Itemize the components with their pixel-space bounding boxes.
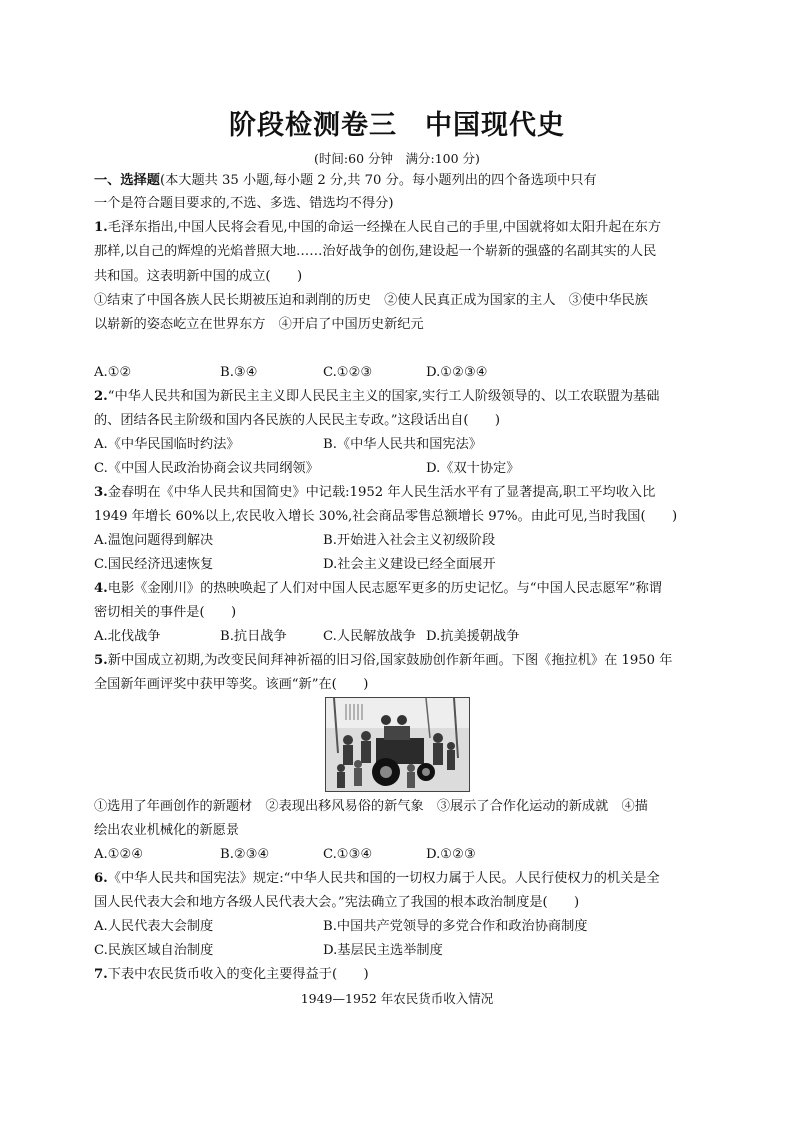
question-number: 4.: [94, 581, 108, 596]
section-intro-line2: 一个是符合题目要求的,不选、多选、错选均不得分): [94, 196, 394, 211]
section-intro: [94, 172, 597, 190]
question-1-line: [94, 219, 661, 237]
question-number: 1.: [94, 220, 108, 235]
question-2-line: [94, 388, 659, 406]
option-a: A.人民代表大会制度: [94, 919, 214, 934]
option-d: D.社会主义建设已经全面展开: [323, 557, 496, 572]
option-c: C.国民经济迅速恢复: [94, 557, 214, 572]
question-statements: ①选用了年画创作的新题材 ②表现出移风易俗的新气象 ③展示了合作化运动的新成就 ④描: [94, 799, 648, 814]
section-intro-text: (本大题共 35 小题,每小题 2 分,共 70 分。每小题列出的四个备选项中只有: [159, 173, 597, 188]
page-title: 阶段检测卷三 中国现代史: [229, 110, 565, 141]
option-b: B.《中华人民共和国宪法》: [323, 437, 482, 452]
option-c: C.民族区域自治制度: [94, 943, 214, 958]
option-d: D.①②③④: [426, 365, 488, 380]
question-number: 5.: [94, 653, 108, 668]
table-caption: 1949—1952 年农民货币收入情况: [300, 991, 494, 1006]
tractor-painting-image: [325, 697, 470, 792]
question-number: 6.: [94, 871, 108, 886]
question-text: “中华人民共和国为新民主主义即人民民主主义的国家,实行工人阶级领导的、以工农联盟为基础: [107, 389, 660, 404]
option-a: A.《中华民国临时约法》: [94, 437, 240, 452]
question-number: 7.: [94, 967, 108, 982]
question-text: 1949 年增长 60%以上,农民收入增长 30%,社会商品零售总额增长 97%。由此可见,当时我国( ): [94, 509, 678, 524]
question-number: 3.: [94, 485, 108, 500]
exam-time-score: (时间:60 分钟 满分:100 分): [314, 151, 480, 166]
question-text: 的、团结各民主阶级和国内各民族的人民民主专政。”这段话出自( ): [94, 413, 501, 428]
option-b: B.③④: [220, 365, 258, 380]
option-c: C.①②③: [323, 365, 373, 380]
option-b: B.抗日战争: [220, 629, 287, 644]
option-b: B.开始进入社会主义初级阶段: [323, 533, 496, 548]
question-statements: 以崭新的姿态屹立在世界东方 ④开启了中国历史新纪元: [94, 317, 424, 332]
option-b: B.②③④: [220, 847, 270, 862]
question-4-line: [94, 580, 662, 598]
question-statements: ①结束了中国各族人民长期被压迫和剥削的历史 ②使人民真正成为国家的主人 ③使中华民族: [94, 293, 648, 308]
question-text: 新中国成立初期,为改变民间拜神祈福的旧习俗,国家鼓励创作新年画。下图《拖拉机》在 1950 年: [107, 653, 673, 668]
option-d: D.《双十协定》: [426, 461, 520, 476]
option-d: D.抗美援朝战争: [426, 629, 520, 644]
option-b: B.中国共产党领导的多党合作和政治协商制度: [323, 919, 588, 934]
question-text: 金春明在《中华人民共和国简史》中记载:1952 年人民生活水平有了显著提高,职工平均收入比: [107, 485, 656, 500]
option-d: D.基层民主选举制度: [323, 943, 443, 958]
option-a: A.①②: [94, 365, 132, 380]
question-text: 下表中农民货币收入的变化主要得益于( ): [107, 967, 369, 982]
option-a: A.①②④: [94, 847, 144, 862]
option-a: A.北伐战争: [94, 629, 161, 644]
question-3-line: [94, 484, 655, 502]
question-6-line: [94, 870, 660, 888]
question-text: 那样,以自己的辉煌的光焰普照大地……治好战争的创伤,建设起一个崭新的强盛的名副其实的人民: [94, 244, 657, 259]
question-text: 全国新年画评奖中获甲等奖。该画“新”在( ): [94, 677, 369, 692]
option-c: C.《中国人民政治协商会议共同纲领》: [94, 461, 319, 476]
question-5-line: [94, 652, 672, 670]
option-c: C.①③④: [323, 847, 373, 862]
question-text: 密切相关的事件是( ): [94, 605, 237, 620]
question-text: 国人民代表大会和地方各级人民代表大会。”宪法确立了我国的根本政治制度是( ): [94, 895, 580, 910]
question-text: 电影《金刚川》的热映唤起了人们对中国人民志愿军更多的历史记忆。与“中国人民志愿军”称谓: [107, 581, 662, 596]
option-d: D.①②③: [426, 847, 476, 862]
question-7-line: [94, 966, 369, 984]
option-c: C.人民解放战争: [323, 629, 416, 644]
question-text: 共和国。这表明新中国的成立( ): [94, 269, 303, 284]
question-statements: 绘出农业机械化的新愿景: [94, 823, 240, 838]
question-number: 2.: [94, 389, 108, 404]
question-text: 毛泽东指出,中国人民将会看见,中国的命运一经操在人民自己的手里,中国就将如太阳升起在东方: [107, 220, 662, 235]
section-heading: 一、选择题: [94, 173, 160, 188]
question-text: 《中华人民共和国宪法》规定:“中华人民共和国的一切权力属于人民。人民行使权力的机关是全: [107, 871, 660, 886]
option-a: A.温饱问题得到解决: [94, 533, 214, 548]
